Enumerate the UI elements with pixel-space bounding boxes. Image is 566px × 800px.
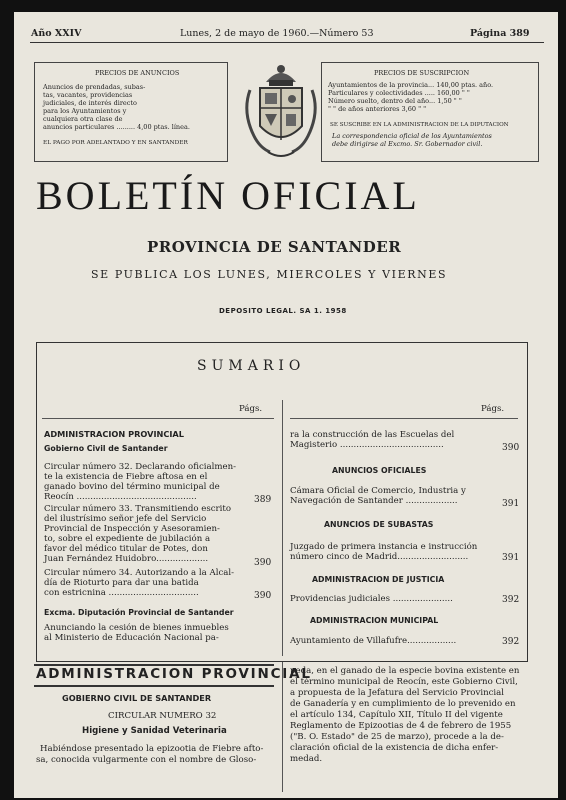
summary-entry-line: Ayuntamiento de Villafufre.................. [290, 636, 457, 646]
ads-line: judiciales, de interés directo [43, 99, 137, 107]
article-line: Reglamento de Epizootias de 4 de febrero de 1955 [290, 721, 512, 731]
article-line: claración oficial de la existencia de dicha enfer- [290, 743, 499, 753]
ads-line: tas, vacantes, providencias [43, 91, 133, 99]
article-line: medad. [290, 754, 323, 764]
summary-entry-line: Circular número 34. Autorizando a la Alcal- [44, 568, 235, 578]
article-line: de Ganadería y en cumplimiento de lo prevenido en [290, 699, 516, 709]
subs-notice: SE SUSCRIBE EN LA ADMINISTRACION DE LA DIPUTACION [330, 122, 509, 128]
summary-subhead: Gobierno Civil de Santander [44, 444, 168, 453]
summary-section-head: ADMINISTRACION PROVINCIAL [44, 429, 184, 439]
newspaper-title: BOLETÍN OFICIAL [36, 173, 420, 218]
summary-page-ref: 390 [502, 443, 520, 453]
subs-box-title: PRECIOS DE SUSCRIPCION [374, 69, 470, 77]
article-subhead: GOBIERNO CIVIL DE SANTANDER [62, 693, 212, 703]
summary-entry-line: Reocín ............................................ [44, 492, 197, 502]
subs-line: Número suelto, dentro del año... 1,50 " " [328, 97, 462, 105]
summary-section-head: ADMINISTRACION DE JUSTICIA [312, 575, 445, 584]
ads-box-title: PRECIOS DE ANUNCIOS [95, 69, 180, 77]
summary-section-head: ADMINISTRACION MUNICIPAL [310, 616, 439, 625]
summary-page-ref: 391 [502, 499, 520, 509]
summary-entry-line: te la existencia de Fiebre aftosa en el [44, 472, 208, 482]
subs-line: Ayuntamientos de la provincia... 140,00 ptas. año. [328, 81, 494, 89]
ads-line: anuncios particulares ......... 4,00 ptas. línea. [43, 123, 190, 131]
section-rule [34, 685, 274, 687]
summary-entry-line: Juzgado de primera instancia e instrucción [290, 542, 478, 552]
article-line: Habiéndose presentado la epizootia de Fiebre afto- [40, 744, 264, 754]
ads-line: Anuncios de prendadas, subas- [43, 83, 146, 91]
article-line: sa, conocida vulgarmente con el nombre de Gloso- [36, 755, 257, 765]
article-line: el artículo 134, Capítulo XII, Título II del vigente [290, 710, 503, 720]
ads-line: cualquiera otra clase de [43, 115, 123, 123]
summary-entry-line: con estricnina ................................. [44, 588, 199, 598]
summary-page-ref: 389 [254, 495, 272, 505]
coat-of-arms-icon [236, 60, 326, 164]
summary-heading: SUMARIO [197, 358, 306, 374]
summary-entry-line: Circular número 32. Declarando oficialmen- [44, 462, 237, 472]
page-number: Página 389 [470, 28, 530, 39]
summary-entry-line: Juan Fernández Huidobro................... [44, 554, 209, 564]
summary-entry-line: ra la construcción de las Escuelas del [290, 430, 455, 440]
summary-entry-line: número cinco de Madrid.......................... [290, 552, 469, 562]
summary-entry-line: Circular número 33. Transmitiendo escrito [44, 504, 232, 514]
summary-entry-line: Anunciando la cesión de bienes inmuebles [44, 623, 229, 633]
subs-line: Particulares y colectividades ..... 160,00 " " [328, 89, 470, 97]
ads-price-box [34, 62, 228, 162]
section-title: ADMINISTRACION PROVINCIAL [36, 666, 312, 682]
summary-rule [290, 418, 518, 419]
year-label: Año XXIV [31, 28, 82, 39]
pags-label-right: Págs. [481, 404, 505, 414]
article-topic: Higiene y Sanidad Veterinaria [82, 726, 227, 736]
summary-page-ref: 390 [254, 591, 272, 601]
summary-section-head: ANUNCIOS OFICIALES [332, 466, 427, 475]
summary-entry-line: Magisterio ...................................... [290, 440, 444, 450]
summary-entry-line: Provincial de Inspección y Asesoramien- [44, 524, 220, 534]
body-column-divider [282, 662, 283, 792]
summary-entry-line: ganado bovino del término municipal de [44, 482, 220, 492]
date-number: Lunes, 2 de mayo de 1960.—Número 53 [180, 28, 374, 39]
article-line: el término municipal de Reocín, este Gobierno Civil, [290, 677, 518, 687]
summary-page-ref: 391 [502, 553, 520, 563]
summary-entry-line: favor del médico titular de Potes, don [44, 544, 208, 554]
publication-schedule: SE PUBLICA LOS LUNES, MIERCOLES Y VIERNES [91, 268, 448, 281]
legal-deposit: DEPOSITO LEGAL. SA 1. 1958 [219, 307, 347, 315]
summary-entry-line: to, sobre el expediente de jubilación a [44, 534, 211, 544]
subs-line: " " de años anteriores 3,60 " " [328, 105, 427, 113]
ads-footer: EL PAGO POR ADELANTADO Y EN SANTANDER [43, 140, 188, 146]
summary-subhead: Excma. Diputación Provincial de Santander [44, 608, 234, 617]
subs-note: La correspondencia oficial de los Ayuntamientos [332, 132, 492, 140]
summary-entry-line: Cámara Oficial de Comercio, Industria y [290, 486, 466, 496]
subscription-price-box [321, 62, 539, 162]
article-line: peda, en el ganado de la especie bovina existente en [290, 666, 520, 676]
header-rule [30, 42, 544, 43]
circular-number: CIRCULAR NUMERO 32 [108, 711, 217, 721]
ads-line: para los Ayuntamientos y [43, 107, 127, 115]
subs-note: debe dirigirse al Excmo. Sr. Gobernador civil. [332, 140, 483, 148]
summary-entry-line: al Ministerio de Educación Nacional pa- [44, 633, 219, 643]
article-line: ("B. O. Estado" de 25 de marzo), procede a la de- [290, 732, 504, 742]
province-name: PROVINCIA DE SANTANDER [147, 238, 402, 256]
summary-section-head: ANUNCIOS DE SUBASTAS [324, 520, 434, 529]
summary-page-ref: 392 [502, 637, 520, 647]
summary-entry-line: día de Rioturto para dar una batida [44, 578, 199, 588]
summary-entry-line: Navegación de Santander ................... [290, 496, 458, 506]
summary-rule [42, 418, 274, 419]
article-line: a propuesta de la Jefatura del Servicio Provincial [290, 688, 505, 698]
newspaper-page [14, 12, 558, 798]
summary-page-ref: 390 [254, 558, 272, 568]
summary-page-ref: 392 [502, 595, 520, 605]
pags-label-left: Págs. [239, 404, 263, 414]
summary-entry-line: Providencias judiciales ...................... [290, 594, 453, 604]
summary-column-divider [282, 400, 283, 656]
summary-entry-line: del ilustrísimo señor jefe del Servicio [44, 514, 207, 524]
